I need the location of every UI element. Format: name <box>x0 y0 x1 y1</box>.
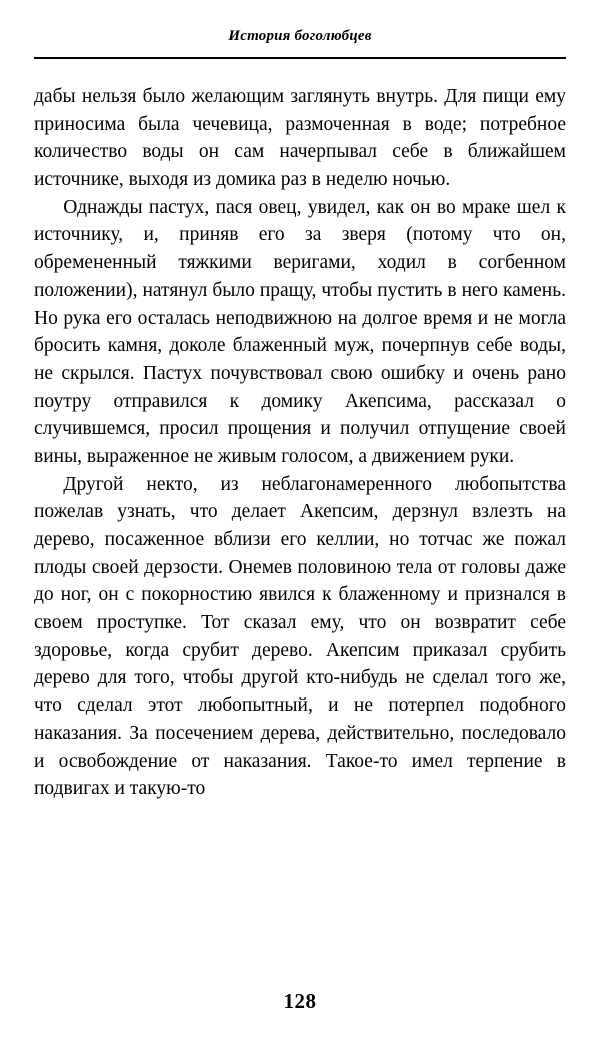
paragraph: дабы нельзя было желающим заглянуть внутрь. Для пищи ему приносима была чечевица, размоченная в воде; потребное количество воды он сам начерпывал себе в ближайшем источнике, выходя из домика раз в неделю ночью. <box>34 86 566 191</box>
header-divider <box>34 57 566 59</box>
paragraph: Другой некто, из неблагонамеренного любопытства пожелав узнать, что делает Акепсим, дерзнул взлезть на дерево, посаженное вблизи его келлии, но тотчас же пожал плоды своей дерзости. Онемев половиною тела от головы даже до ног, он с покорностию явился к блаженному и признался в своем проступке. Тот сказал ему, что он возвратит себе здоровье, когда срубит дерево. Акепсим приказал срубить дерево для того, чтобы другой кто-нибудь не сделал того же, что сделал этот любопытный, и не потерпел подобного наказания. За посечением дерева, действительно, последовало и освобождение от наказания. Такое-то имел терпение в подвигах и такую-то <box>34 473 566 800</box>
page-number: 128 <box>283 989 317 1013</box>
paragraph: Однажды пастух, пася овец, увидел, как он во мраке шел к источнику, и, приняв его за зверя (потому что он, обремененный тяжкими веригами, ходил в согбенном положении), натянул было пращу, чтобы пустить в него камень. Но рука его осталась неподвижною на долгое время и не могла бросить камня, доколе блаженный муж, почерпнув себе воды, не скрылся. Пастух почувствовал свою ошибку и очень рано поутру отправился к домику Акепсима, рассказал о случившемся, просил прощения и получил отпущение своей вины, выраженное не живым голосом, а движением руки. <box>34 196 566 467</box>
running-head: История боголюбцев <box>228 28 372 44</box>
page-body <box>34 83 566 803</box>
